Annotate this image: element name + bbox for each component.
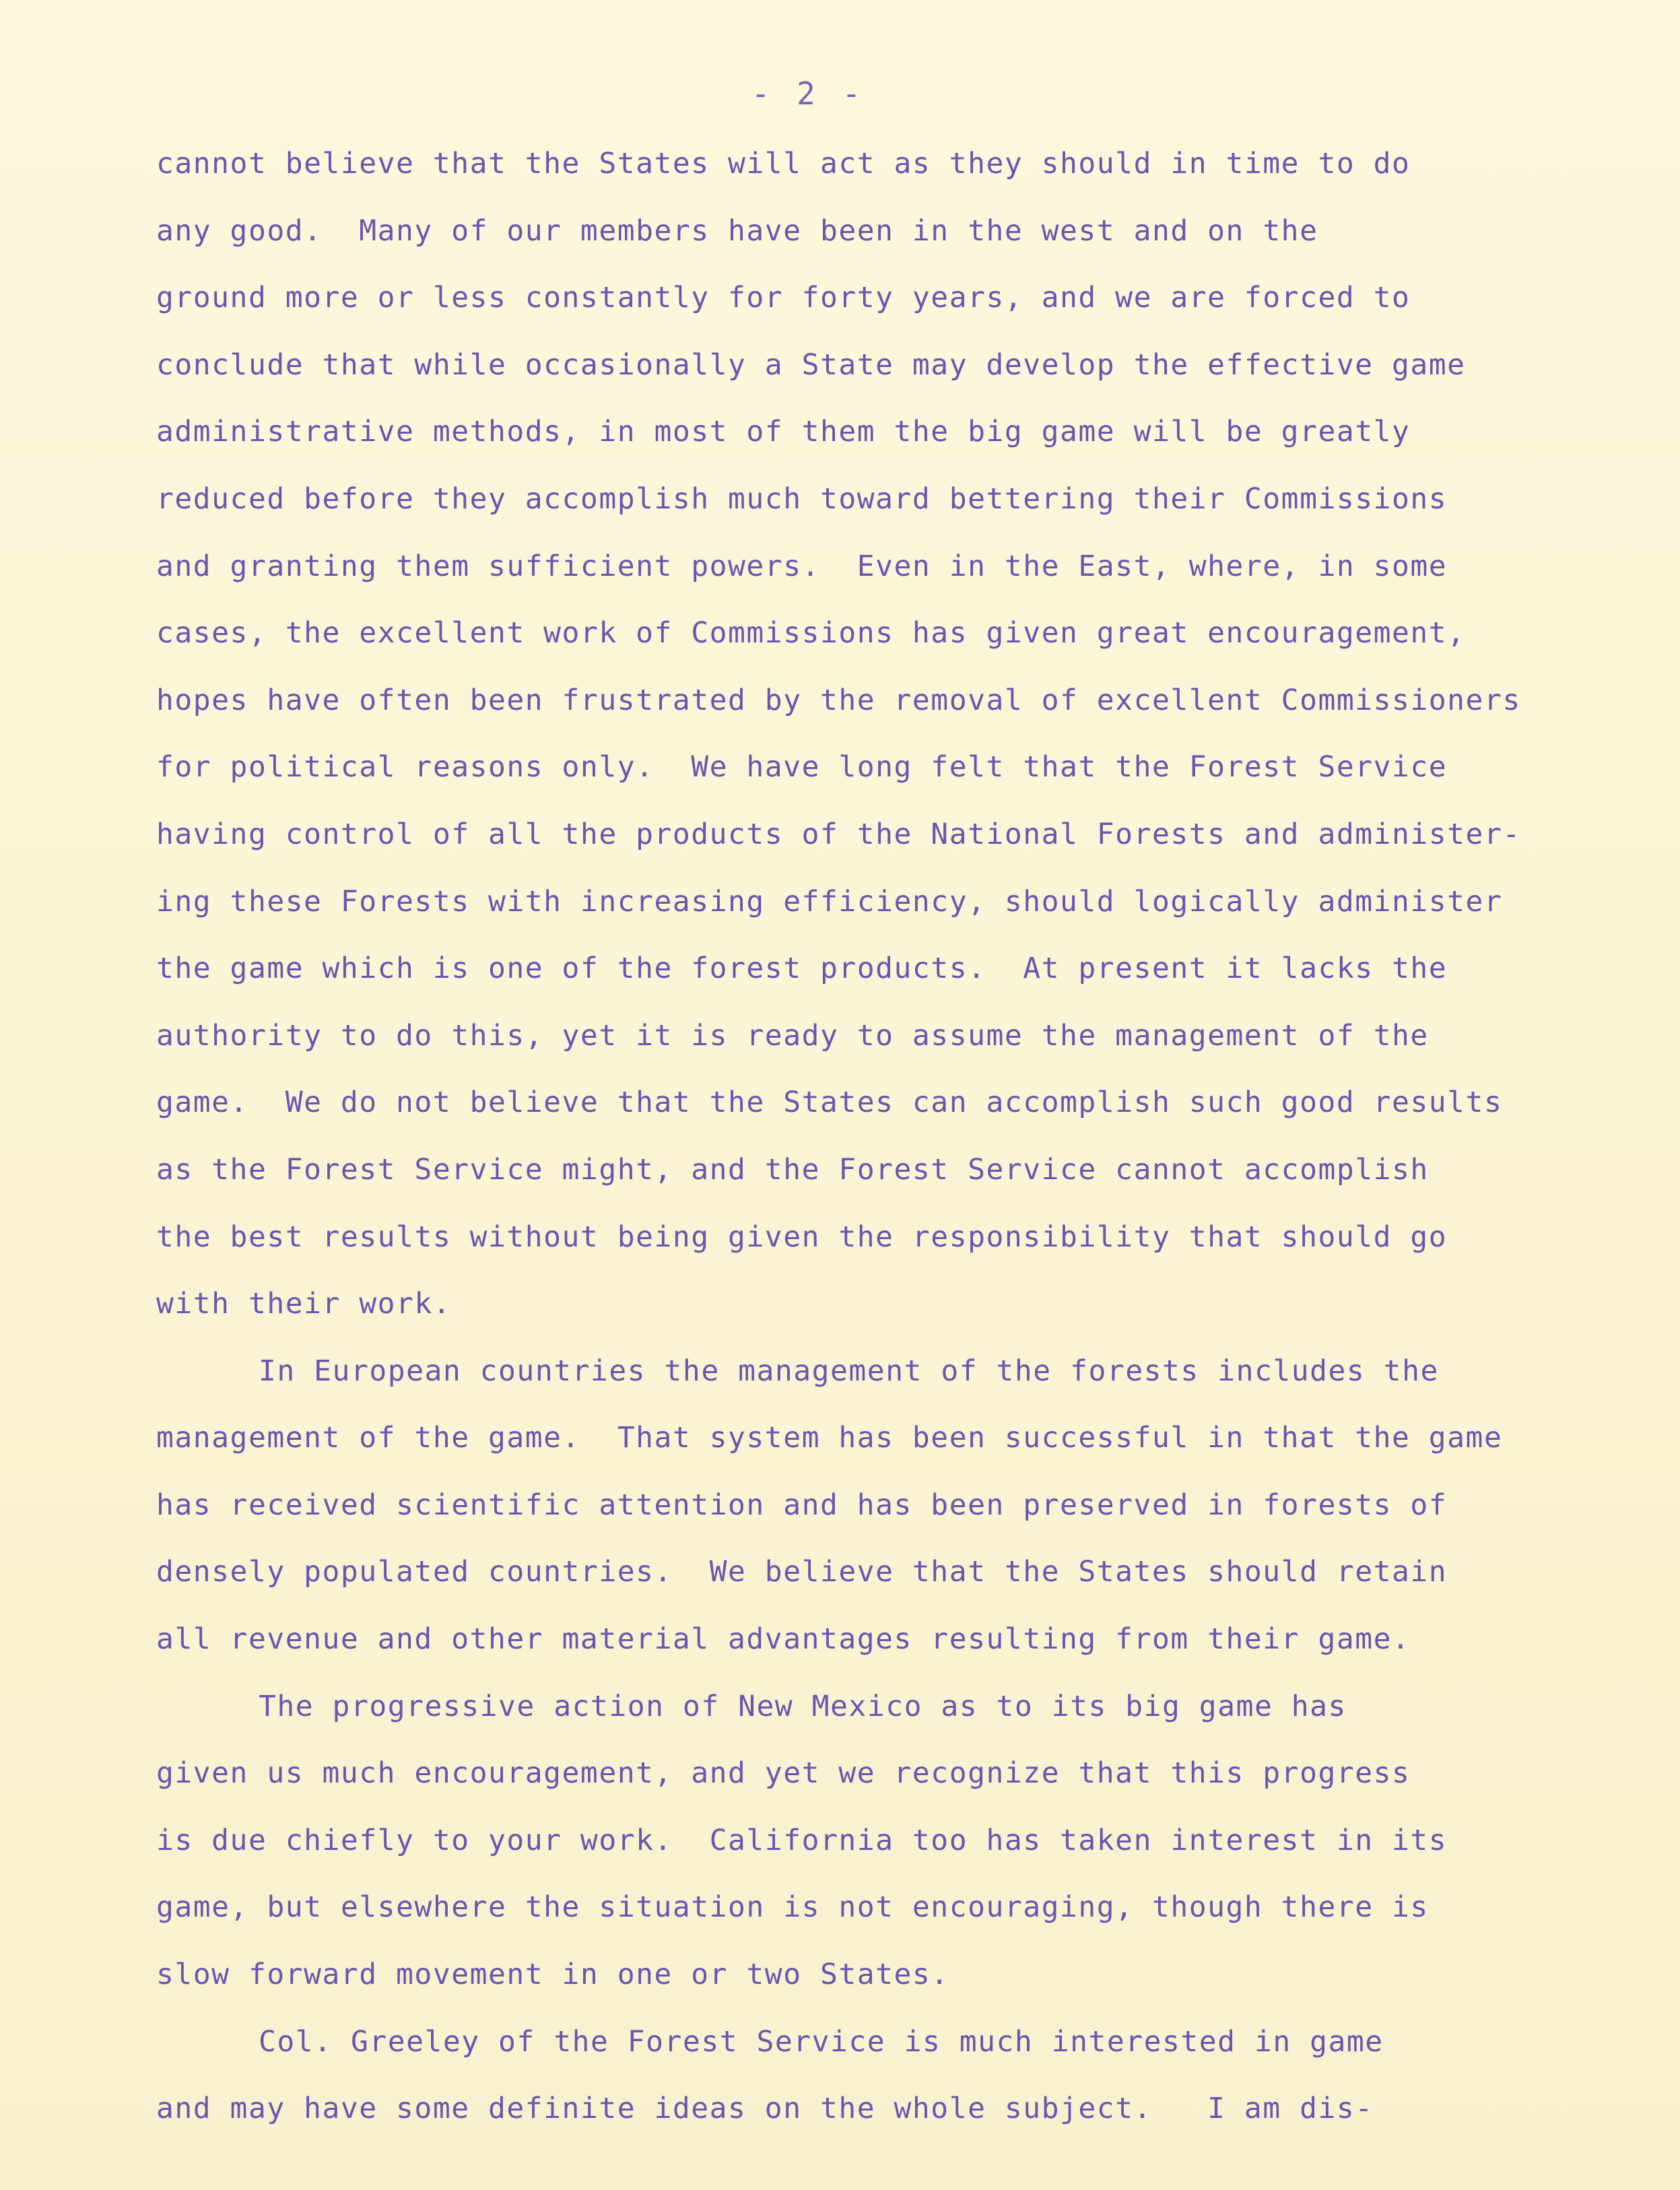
text-line: reduced before they accomplish much toward bettering their Commissions [156, 482, 1448, 516]
paragraph-first-line: In European countries the management of the forests includes the [259, 1354, 1439, 1388]
text-line: ground more or less constantly for forty years, and we are forced to [156, 281, 1411, 315]
text-line: cannot believe that the States will act as they should in time to do [156, 147, 1411, 180]
text-line: and may have some definite ideas on the whole subject. I am dis- [156, 2092, 1374, 2126]
text-line: having control of all the products of the National Forests and administer- [156, 817, 1521, 851]
page-number: - 2 - [751, 75, 865, 112]
paragraph-first-line: The progressive action of New Mexico as to its big game has [259, 1689, 1347, 1723]
paragraph-first-line: Col. Greeley of the Forest Service is much interested in game [259, 2024, 1384, 2059]
text-line: game. We do not believe that the States can accomplish such good results [156, 1086, 1503, 1120]
text-line: the best results without being given the responsibility that should go [156, 1220, 1448, 1254]
text-line: all revenue and other material advantages resulting from their game. [156, 1622, 1411, 1657]
text-line: given us much encouragement, and yet we recognize that this progress [156, 1756, 1411, 1791]
text-line: management of the game. That system has been successful in that the game [156, 1421, 1503, 1455]
text-line: for political reasons only. We have long felt that the Forest Service [156, 750, 1448, 785]
text-line: as the Forest Service might, and the Forest Service cannot accomplish [156, 1152, 1429, 1187]
text-line: conclude that while occasionally a State may develop the effective game [156, 347, 1466, 382]
text-line: the game which is one of the forest products. At present it lacks the [156, 952, 1448, 986]
text-line: and granting them sufficient powers. Even in the East, where, in some [156, 549, 1448, 583]
text-line: hopes have often been frustrated by the removal of excellent Commissioners [156, 683, 1521, 717]
text-line: game, but elsewhere the situation is not encouraging, though there is [156, 1890, 1429, 1925]
text-line: densely populated countries. We believe that the States should retain [156, 1555, 1448, 1589]
text-line: slow forward movement in one or two States. [156, 1958, 949, 1992]
text-line: ing these Forests with increasing efficiency, should logically administer [156, 884, 1503, 919]
text-line: cases, the excellent work of Commissions has given great encouragement, [156, 616, 1466, 651]
text-line: administrative methods, in most of them the big game will be greatly [156, 415, 1411, 449]
text-line: any good. Many of our members have been in the west and on the [156, 213, 1318, 248]
text-line: is due chiefly to your work. California too has taken interest in its [156, 1823, 1448, 1857]
text-line: has received scientific attention and has been preserved in forests of [156, 1488, 1448, 1522]
letter-body [156, 140, 1658, 2152]
text-line: authority to do this, yet it is ready to assume the management of the [156, 1018, 1429, 1053]
text-line: with their work. [156, 1287, 452, 1321]
